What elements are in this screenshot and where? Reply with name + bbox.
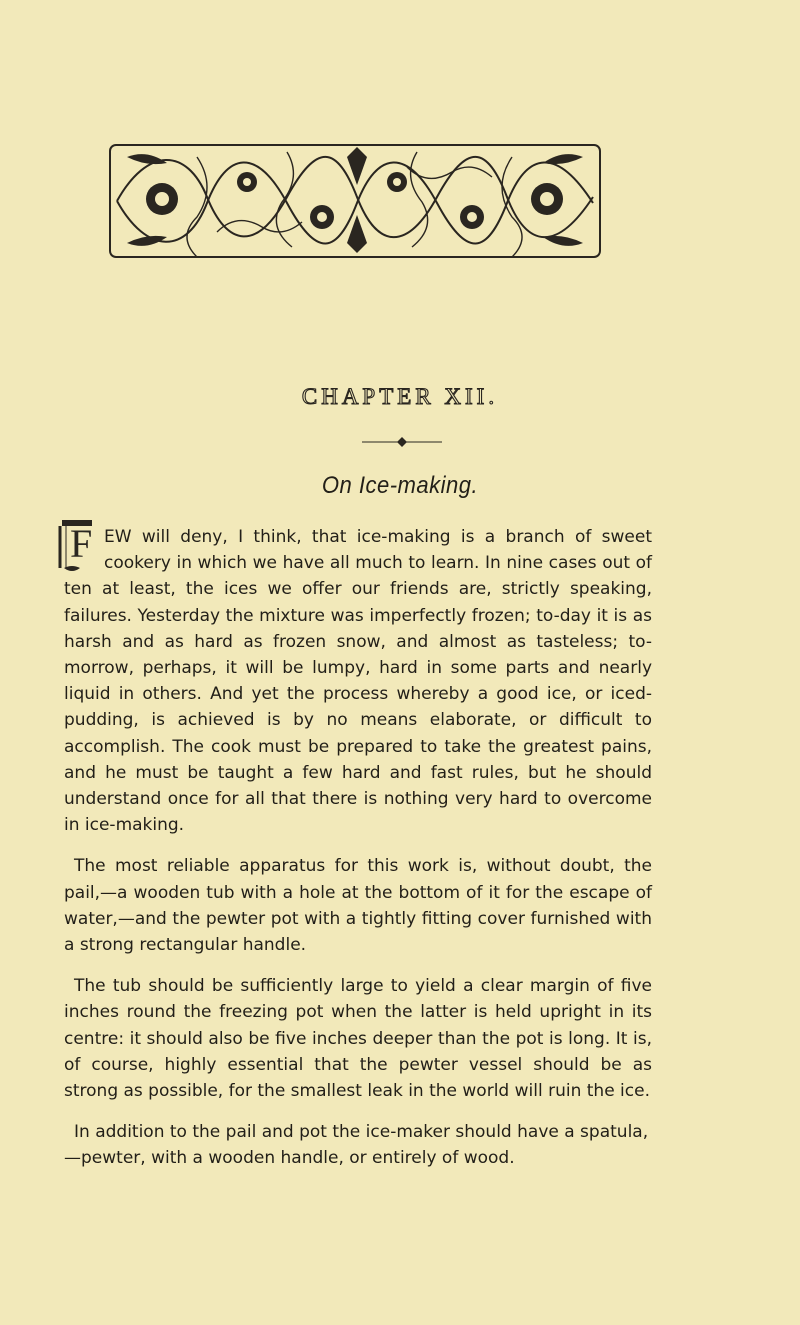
paragraph [64, 521, 652, 838]
drop-cap-letter: F [70, 521, 93, 566]
ornamental-headpiece-icon [107, 137, 603, 263]
drop-cap [58, 521, 98, 576]
article-title: On Ice-making. [321, 472, 479, 499]
diamond-rule-icon [362, 437, 442, 447]
chapter-heading [0, 384, 800, 410]
paragraph-text: EW will deny, I think, that ice-making is a branch of sweet cookery in which we have all much to learn. In nine cases out of ten at least, the ices we offer our friends are, strictly speaking, failures. Yesterday the mixture was imperfectly frozen; to-day it is as harsh and as hard as frozen snow, and almost as tasteless; to-morrow, perhaps, it will be lumpy, hard in some parts and nearly liquid in others. And yet the process whereby a good ice, or iced-pudding, is achieved is by no means elaborate, or difficult to accomplish. The cook must be prepared to take the greatest pains, and he must be taught a few hard and fast rules, but he should understand once for all that there is nothing very hard to overcome in ice-making. [64, 527, 652, 836]
paragraph: The most reliable apparatus for this work is, without doubt, the pail,—a wooden tub with a hole at the bottom of it for the escape of water,—and the pewter pot with a tightly fitting cover furnished with a strong rectangular handle. [64, 856, 652, 956]
paragraph: The tub should be sufficiently large to yield a clear margin of five inches round the freezing pot when the latter is held upright in its centre: it should also be five inches deeper than the pot is long. It is, of course, highly essential that the pewter vessel should be as strong as possible, for the smallest leak in the world will ruin the ice. [64, 976, 652, 1102]
body-text [64, 521, 652, 1187]
paragraph: In addition to the pail and pot the ice-maker should have a spatula,—pewter, with a wooden handle, or entirely of wood. [64, 1122, 649, 1169]
chapter-heading-text: CHAPTER XII. [301, 384, 499, 409]
